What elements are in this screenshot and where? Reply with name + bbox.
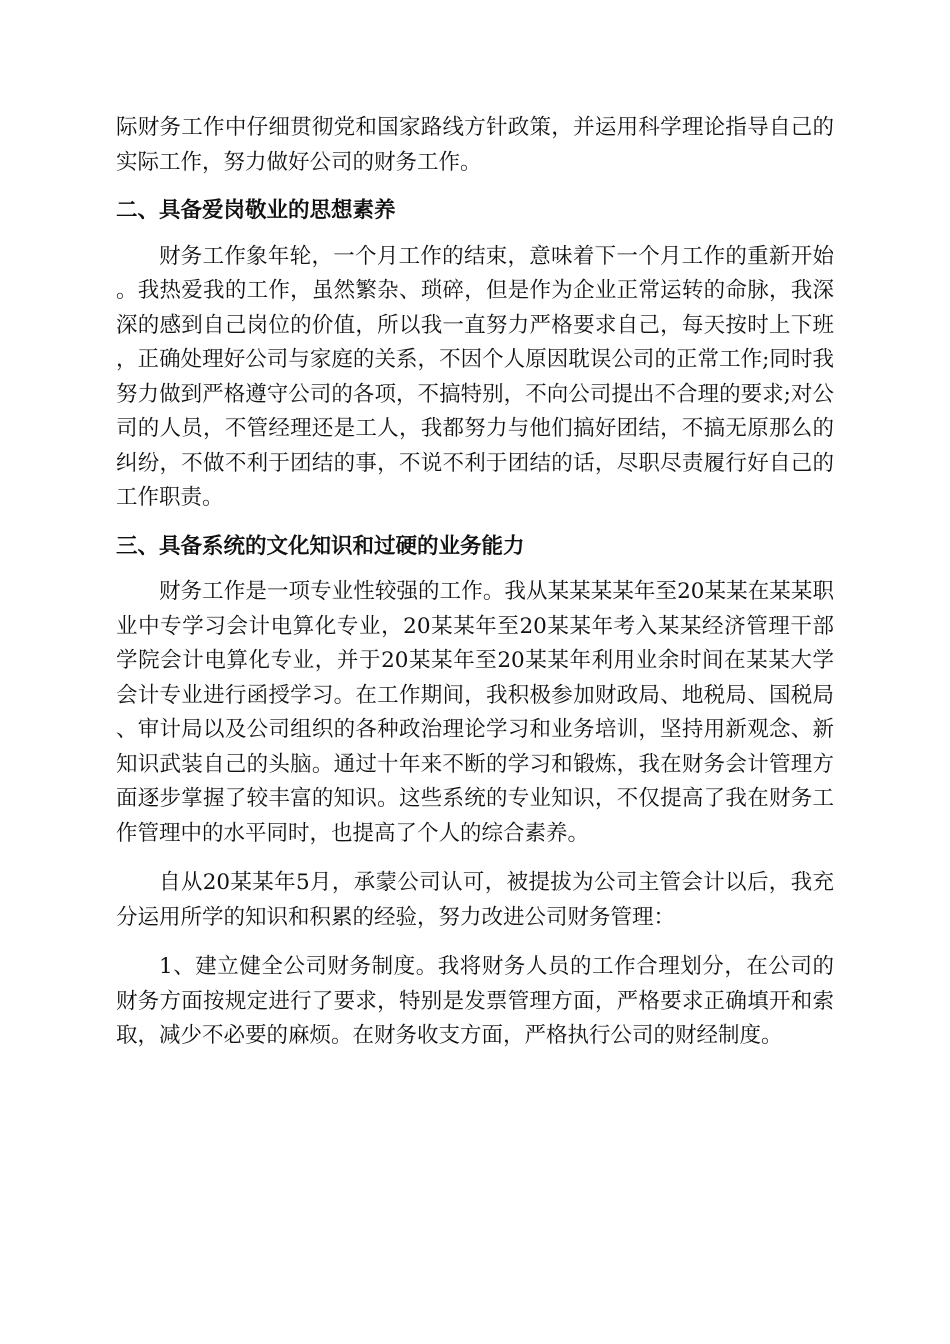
- paragraph-promotion: 自从20某某年5月，承蒙公司认可，被提拔为公司主管会计以后，我充分运用所学的知识和积累的经验，努力改进公司财务管理：: [116, 870, 834, 930]
- paragraph-dedication: 财务工作象年轮，一个月工作的结束，意味着下一个月工作的重新开始。我热爱我的工作，虽然繁杂、琐碎，但是作为企业正常运转的命脉，我深深的感到自己岗位的价值，所以我一直努力严格要求自己，每天按时上下班，正确处理好公司与家庭的关系，不因个人原因耽误公司的正常工作;同时我努力做到严格遵守公司的各项，不搞特别，不向公司提出不合理的要求;对公司的人员，不管经理还是工人，我都努力与他们搞好团结，不搞无原那么的纠纷，不做不利于团结的事，不说不利于团结的话，尽职尽责履行好自己的工作职责。: [116, 243, 834, 510]
- section-heading-3: 三、具备系统的文化知识和过硬的业务能力: [116, 533, 525, 559]
- paragraph-finance-system: 1、建立健全公司财务制度。我将财务人员的工作合理划分，在公司的财务方面按规定进行了要求，特别是发票管理方面，严格要求正确填开和索取，减少不必要的麻烦。在财务收支方面，严格执行公司的财经制度。: [116, 954, 834, 1048]
- section-heading-2: 二、具备爱岗敬业的思想素养: [116, 198, 396, 223]
- document-body: [116, 111, 834, 1054]
- paragraph-knowledge: 财务工作是一项专业性较强的工作。我从某某某某年至20某某在某某职业中专学习会计电算化专业，20某某年至20某某年考入某某经济管理干部学院会计电算化专业，并于20某某年至20某某年利用业余时间在某某大学会计专业进行函授学习。在工作期间，我积极参加财政局、地税局、国税局、审计局以及公司组织的各种政治理论学习和业务培训，坚持用新观念、新知识武装自己的头脑。通过十年来不断的学习和锻炼，我在财务会计管理方面逐步掌握了较丰富的知识。这些系统的专业知识，不仅提高了我在财务工作管理中的水平同时，也提高了个人的综合素养。: [116, 579, 834, 846]
- paragraph-continuation: 际财务工作中仔细贯彻党和国家路线方针政策，并运用科学理论指导自己的实际工作，努力做好公司的财务工作。: [116, 115, 834, 175]
